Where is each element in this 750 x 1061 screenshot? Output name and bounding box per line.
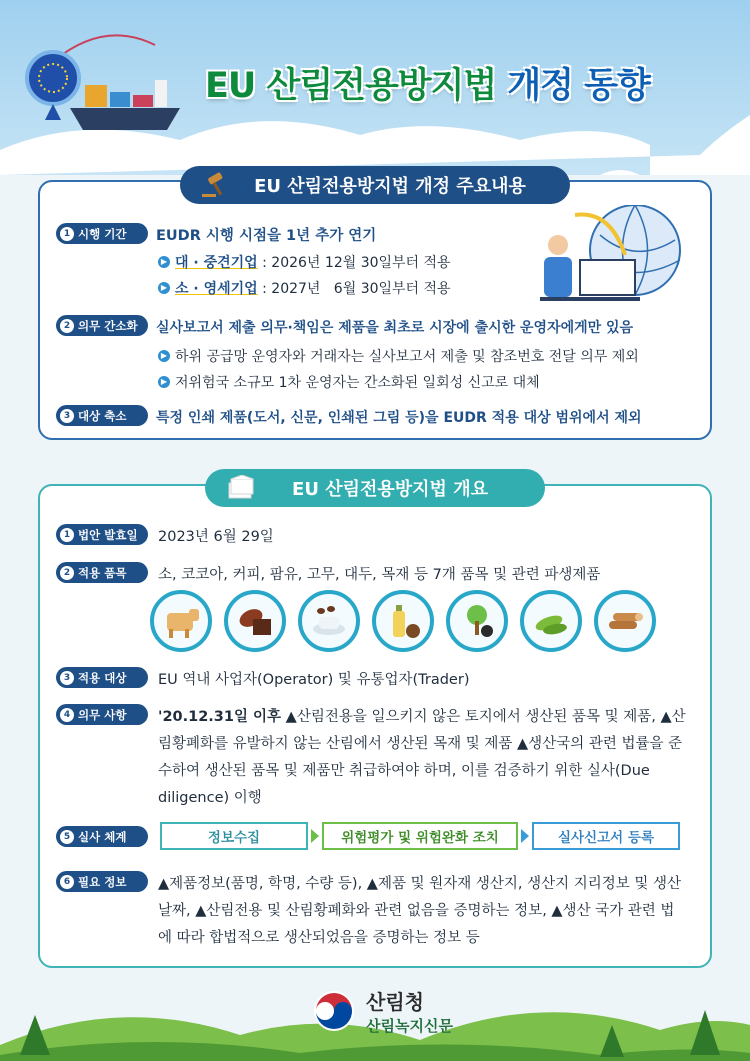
page-title <box>205 58 650 108</box>
s2-tag-6 <box>56 871 148 892</box>
s2-text-1: 2023년 6월 29일 <box>158 529 274 545</box>
num-badge: 2 <box>60 566 74 580</box>
s1-text-1: EUDR 시행 시점을 1년 추가 연기 <box>156 228 377 244</box>
s1-tag-1 <box>56 223 148 244</box>
flow-step-3: 실사신고서 등록 <box>532 822 680 850</box>
s2-item-5 <box>56 826 148 847</box>
s1-item-2 <box>56 315 633 341</box>
s2-text-3: EU 역내 사업자(Operator) 및 유통업자(Trader) <box>158 672 470 688</box>
num-badge: 4 <box>60 708 74 722</box>
sub-text: 하위 공급망 운영자와 거래자는 실사보고서 제출 및 참조번호 전달 의무 제외 <box>175 349 639 365</box>
s1-text-3: 특정 인쇄 제품(도서, 신문, 인쇄된 그림 등)을 EUDR 적용 대상 범위에서 제외 <box>156 410 642 426</box>
num-badge: 5 <box>60 830 74 844</box>
s2-text-2: 소, 코코아, 커피, 팜유, 고무, 대두, 목재 등 7개 품목 및 관련 파생제품 <box>158 567 601 583</box>
s1-tag-3 <box>56 405 148 426</box>
sub-label: 대 · 중견기업 <box>175 255 258 271</box>
bullet-icon: ▶ <box>158 282 170 294</box>
tag-label: 적용 대상 <box>78 670 127 685</box>
s1-item-3 <box>56 405 642 431</box>
title-part2: 개정 동향 <box>507 66 650 106</box>
commodity-icons <box>150 590 656 652</box>
s2-item-4 <box>56 704 696 812</box>
num-badge: 3 <box>60 409 74 423</box>
s1-sub-2b <box>158 372 540 392</box>
s1-sub-1a <box>158 252 451 272</box>
num-badge: 1 <box>60 528 74 542</box>
sub-label: 소 · 영세기업 <box>175 281 258 297</box>
cocoa-icon <box>224 590 286 652</box>
num-badge: 1 <box>60 227 74 241</box>
s1-text-2: 실사보고서 제출 의무·책임은 제품을 최초로 시장에 출시한 운영자에게만 있음 <box>156 320 634 336</box>
arrow-icon <box>521 829 529 843</box>
s2-tag-5 <box>56 826 148 847</box>
arrow-icon <box>311 829 319 843</box>
org-name: 산림청 <box>366 990 424 1014</box>
section2-title: EU 산림전용방지법 개요 <box>292 479 488 500</box>
bullet-icon: ▶ <box>158 350 170 362</box>
tag-label: 법안 발효일 <box>78 527 138 542</box>
palm-oil-icon <box>372 590 434 652</box>
section1-title: EU 산림전용방지법 개정 주요내용 <box>254 176 526 197</box>
s1-tag-2 <box>56 315 148 336</box>
flow-step-1: 정보수집 <box>160 822 308 850</box>
tag-label: 대상 축소 <box>78 408 127 423</box>
num-badge: 2 <box>60 319 74 333</box>
documents-icon <box>227 475 255 501</box>
businessman-globe-icon <box>530 205 690 310</box>
soy-icon <box>520 590 582 652</box>
sub-text: : 2026년 12월 30일부터 적용 <box>257 255 451 271</box>
section1-banner <box>180 166 570 204</box>
s2-item-2 <box>56 562 600 588</box>
s2-tag-1 <box>56 524 148 545</box>
gavel-icon <box>202 172 230 198</box>
section2-banner <box>205 469 545 507</box>
due-diligence-flow <box>160 822 680 850</box>
s2-tag-4 <box>56 704 148 725</box>
s1-sub-1b <box>158 278 451 298</box>
s2-tag-2 <box>56 562 148 583</box>
trade-ship-icon <box>15 20 195 140</box>
s2-tag-3 <box>56 667 148 688</box>
title-part1: EU 산림전용방지법 <box>205 66 497 106</box>
sub-text: : 2027년 6월 30일부터 적용 <box>257 281 451 297</box>
wood-icon <box>594 590 656 652</box>
tag-label: 필요 정보 <box>78 874 127 889</box>
s2-item-6 <box>56 871 696 952</box>
tag-label: 시행 기간 <box>78 226 127 241</box>
tag-label: 적용 품목 <box>78 565 127 580</box>
cattle-icon <box>150 590 212 652</box>
duty-text: ▲산림전용을 일으키지 않은 토지에서 생산된 품목 및 제품, ▲산림황폐화를 유발하지 않는 산림에서 생산된 목재 및 제품 ▲생산국의 관련 법률을 준수하여 생산된 품목 및 제품만 취급하여야 하며, 이를 검증하기 위한 실사(Due diligence) 이행 <box>158 709 686 806</box>
newspaper-name: 산림녹지신문 <box>366 1017 453 1035</box>
s2-item-3 <box>56 667 469 693</box>
num-badge: 6 <box>60 875 74 889</box>
s1-sub-2a <box>158 346 639 366</box>
flow-step-2: 위험평가 및 위험완화 조치 <box>322 822 518 850</box>
footer-logo <box>308 985 453 1037</box>
rubber-icon <box>446 590 508 652</box>
tag-label: 실사 체계 <box>78 829 127 844</box>
bullet-icon: ▶ <box>158 256 170 268</box>
s2-item-1 <box>56 524 274 550</box>
tag-label: 의무 사항 <box>78 707 127 722</box>
sub-text: 저위험국 소규모 1차 운영자는 간소화된 일회성 신고로 대체 <box>175 375 540 391</box>
s1-item-1 <box>56 223 376 249</box>
duty-date: '20.12.31일 이후 <box>158 709 282 725</box>
bullet-icon: ▶ <box>158 376 170 388</box>
coffee-icon <box>298 590 360 652</box>
s2-text-4 <box>158 704 688 812</box>
num-badge: 3 <box>60 671 74 685</box>
korea-gov-logo-icon <box>308 985 360 1037</box>
s2-text-6: ▲제품정보(품명, 학명, 수량 등), ▲제품 및 원자재 생산지, 생산지 지리정보 및 생산날짜, ▲산림전용 및 산림황폐화와 관련 없음을 증명하는 정보, ▲생산 국가 관련 법에 따라 합법적으로 생산되었음을 증명하는 정보 등 <box>158 876 681 946</box>
tag-label: 의무 간소화 <box>78 318 138 333</box>
